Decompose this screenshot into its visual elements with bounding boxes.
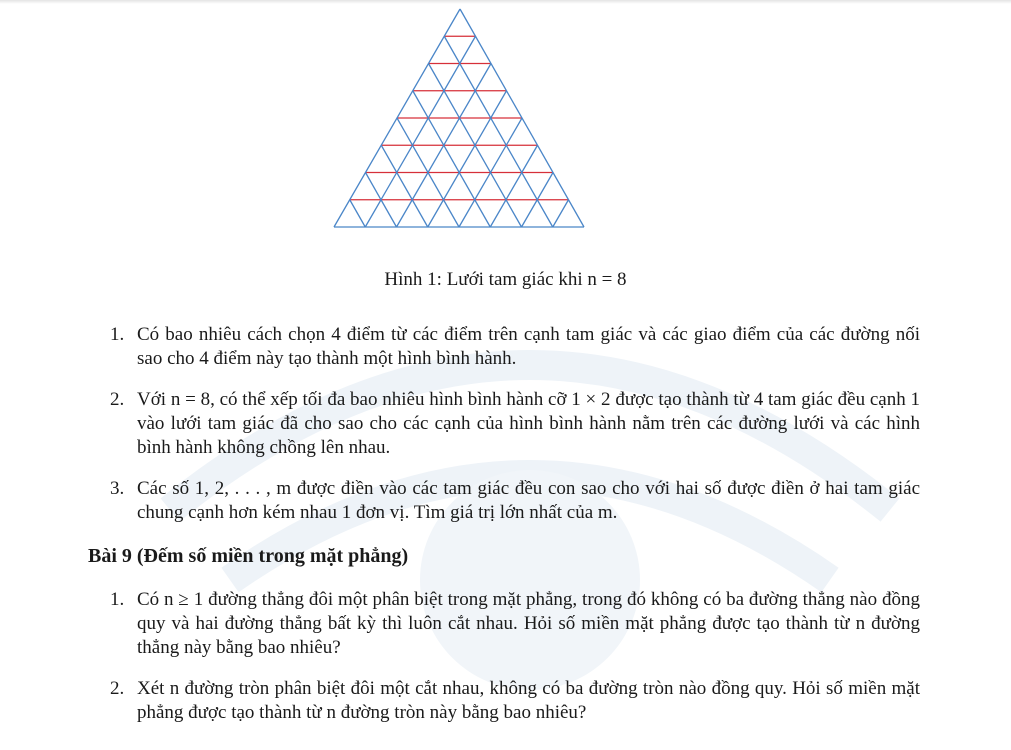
problem-a-2 bbox=[110, 388, 920, 460]
grid-right-diagonal-line bbox=[413, 91, 491, 227]
problem-b-1 bbox=[110, 588, 920, 660]
problem-text: Xét n đường tròn phân biệt đôi một cắt nhau, không có ba đường tròn nào đồng quy. Hỏi số miền mặt phẳng được tạo thành từ n đường tròn này bằng bao nhiêu? bbox=[137, 678, 920, 723]
grid-left-diagonal-line bbox=[365, 36, 475, 227]
grid-left-diagonal-line bbox=[553, 200, 569, 227]
problem-number: 1. bbox=[110, 589, 125, 610]
problem-text: Có n ≥ 1 đường thẳng đôi một phân biệt trong mặt phẳng, trong đó không có ba đường thẳng nào đồng quy và hai đường thẳng bất kỳ thì luôn cắt nhau. Hỏi số miền mặt phẳng được tạo thành từ n đường thẳng này bằng bao nhiêu? bbox=[137, 589, 920, 658]
problem-a-3 bbox=[110, 477, 920, 525]
problem-text: Có bao nhiêu cách chọn 4 điểm từ các điểm trên cạnh tam giác và các giao điểm của các đường nối sao cho 4 điểm này tạo thành một hình bình hành. bbox=[137, 324, 920, 369]
problem-b-2 bbox=[110, 677, 920, 725]
grid-right-diagonal-line bbox=[444, 36, 553, 227]
figure-caption: Hình 1: Lưới tam giác khi n = 8 bbox=[384, 269, 627, 290]
section-heading: Bài 9 (Đếm số miền trong mặt phẳng) bbox=[88, 545, 409, 567]
grid-left-diagonal-line bbox=[428, 91, 507, 227]
grid-right-diagonal-line bbox=[350, 200, 366, 227]
problem-number: 2. bbox=[110, 389, 125, 410]
problem-number: 2. bbox=[110, 678, 125, 699]
problem-text: Các số 1, 2, . . . , m được điền vào các tam giác đều con sao cho với hai số được điền ở hai tam giác chung cạnh hơn kém nhau 1 đơn vị. Tìm giá trị lớn nhất của m. bbox=[137, 478, 920, 523]
top-edge-shadow bbox=[0, 0, 1011, 4]
problem-number: 3. bbox=[110, 478, 125, 499]
problem-number: 1. bbox=[110, 324, 125, 345]
triangle-grid-figure bbox=[330, 6, 590, 236]
problem-a-1 bbox=[110, 323, 920, 371]
problem-text: Với n = 8, có thể xếp tối đa bao nhiêu hình bình hành cỡ 1 × 2 được tạo thành từ 4 tam giác đều cạnh 1 vào lưới tam giác đã cho sao cho các cạnh của hình bình hành nằm trên các đường lưới và các hình bình hành không chồng lên nhau. bbox=[137, 389, 920, 458]
